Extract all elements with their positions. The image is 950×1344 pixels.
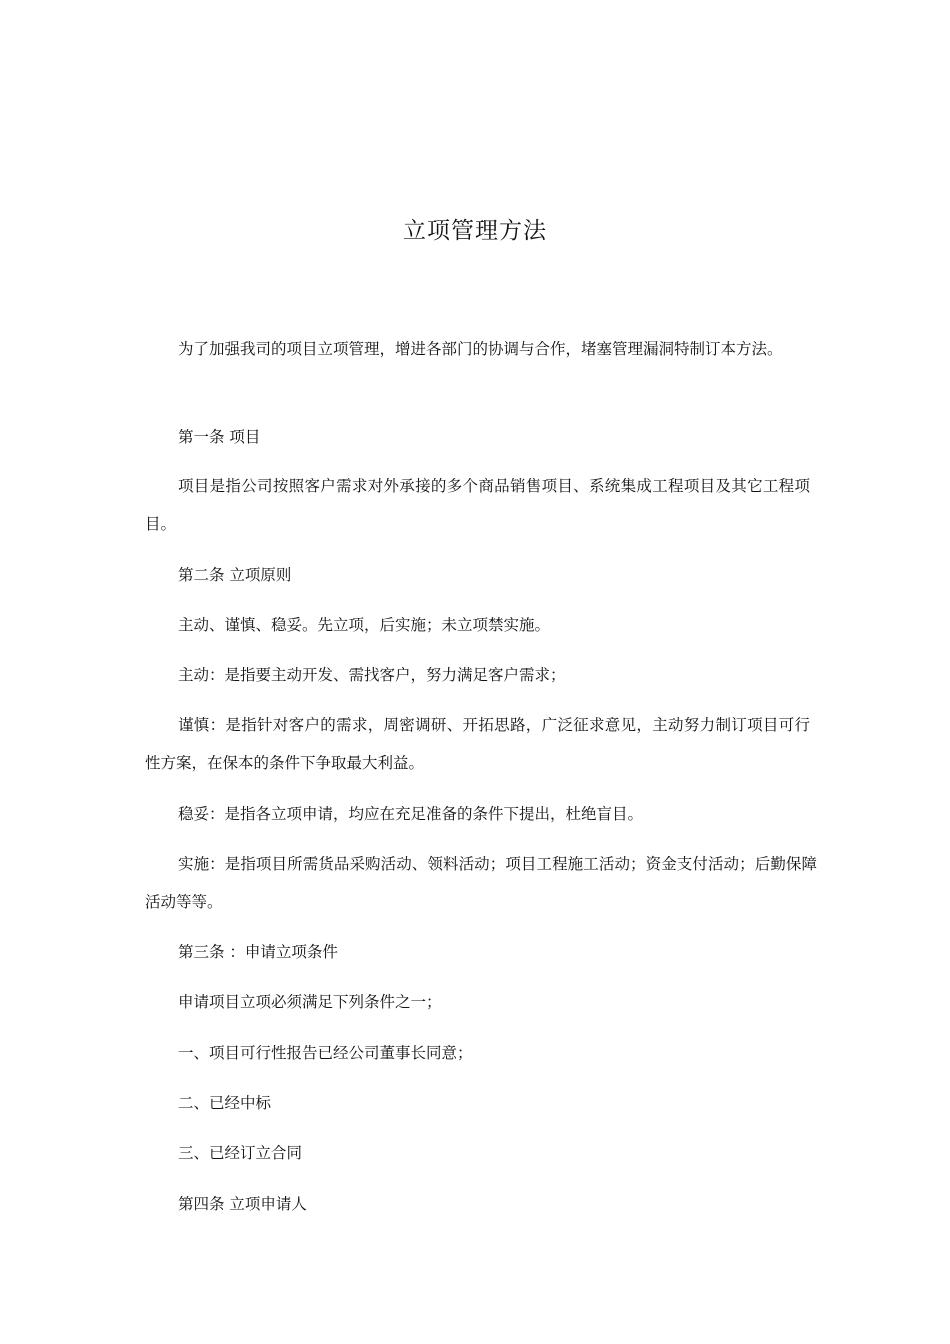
article-2-steady: 稳妥：是指各立项申请，均应在充足准备的条件下提出，杜绝盲目。 [178,805,644,823]
condition-item-3: 三、已经订立合同 [178,1144,303,1162]
condition-item-1: 一、项目可行性报告已经公司董事长同意； [178,1044,473,1062]
article-2-heading: 第二条 立项原则 [178,566,292,584]
document-title: 立项管理方法 [403,218,547,244]
condition-item-2: 二、已经中标 [178,1094,272,1112]
article-2-prudent: 谨慎：是指针对客户的需求，周密调研、开拓思路，广泛征求意见，主动努力制订项目可行性方案，在保本的条件下争取最大利益。 [145,716,810,772]
article-3-heading: 第三条 ：申请立项条件 [178,943,338,961]
intro-paragraph: 为了加强我司的项目立项管理，增进各部门的协调与合作，堵塞管理漏洞特制订本方法。 [178,340,783,358]
article-2-proactive: 主动：是指要主动开发、需找客户，努力满足客户需求； [178,666,566,684]
article-4-heading: 第四条 立项申请人 [178,1195,307,1213]
article-3-body: 申请项目立项必须满足下列条件之一； [178,993,442,1011]
article-1-body: 项目是指公司按照客户需求对外承接的多个商品销售项目、系统集成工程项目及其它工程项目。 [145,477,810,533]
article-2-implementation: 实施：是指项目所需货品采购活动、领料活动；项目工程施工活动；资金支付活动；后勤保障活动等等。 [145,855,817,911]
article-2-principle: 主动、谨慎、稳妥。先立项，后实施；未立项禁实施。 [178,616,551,634]
article-1-heading: 第一条 项目 [178,428,261,446]
